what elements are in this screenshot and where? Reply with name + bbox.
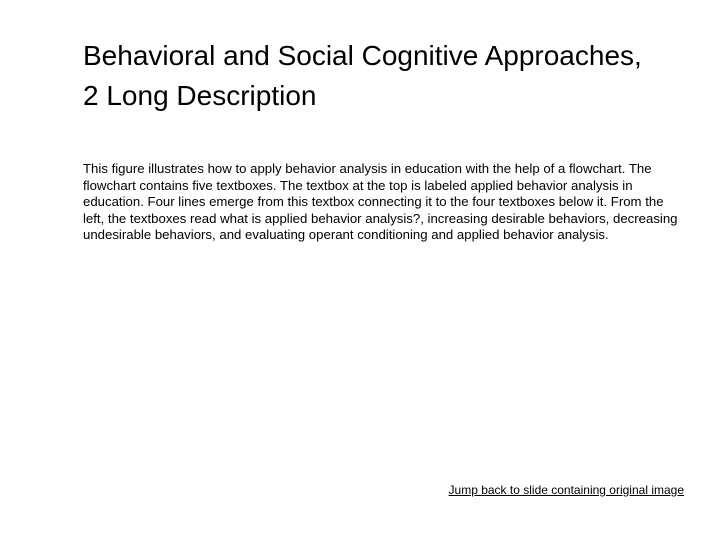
- page-title: Behavioral and Social Cognitive Approaches, 2 Long Description: [83, 40, 642, 111]
- long-description-text: This figure illustrates how to apply behavior analysis in education with the help of a flowchart. The flowchart contains five textboxes. The textbox at the top is labeled applied behavior analysis in education. Four lines emerge from this textbox connecting it to the four textboxes below it. From the left, the textboxes read what is applied behavior analysis?, increasing desirable behaviors, decreasing undesirable behaviors, and evaluating operant conditioning and applied behavior analysis.: [83, 161, 678, 242]
- jump-back-link[interactable]: Jump back to slide containing original image: [448, 483, 684, 497]
